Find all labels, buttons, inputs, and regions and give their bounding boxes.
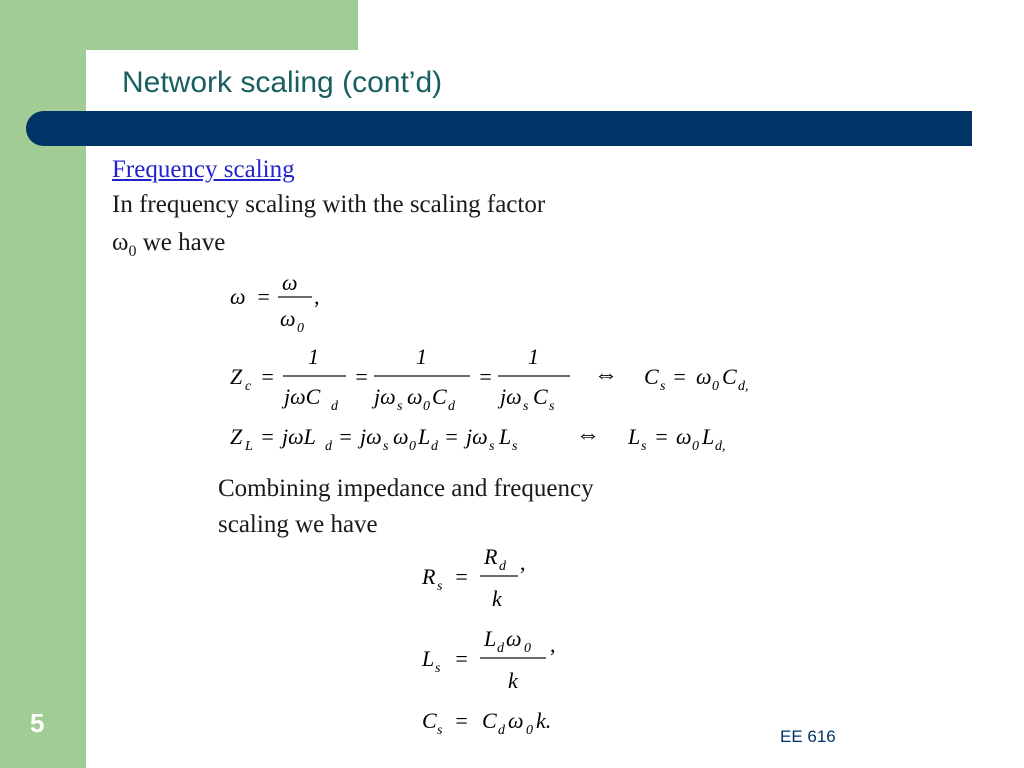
svg-text:,: , [520,550,526,575]
svg-text:d: d [499,559,506,574]
footer-course-code: EE 616 [780,727,836,746]
svg-text:d,: d, [715,439,726,454]
svg-text:C: C [432,384,447,409]
svg-text:Z: Z [230,364,243,389]
equation-capacitor-scaling [230,340,770,418]
svg-text:Z: Z [230,424,243,449]
svg-text:s: s [383,439,389,454]
slide-title: Network scaling (cont’d) [122,66,443,99]
svg-text:d: d [448,399,455,414]
svg-text:jωL: jωL [282,424,316,449]
intro-line-2 [112,228,225,267]
svg-text:jω: jω [374,384,396,409]
svg-text:=: = [454,708,469,733]
svg-text:ω: ω [407,384,423,409]
svg-text:=: = [672,364,687,389]
svg-text:ω: ω [676,424,692,449]
svg-text:d,: d, [738,379,749,394]
svg-text:,: , [314,284,320,309]
svg-text:jω: jω [360,424,382,449]
equation-inductor-scaling [230,416,750,462]
svg-text:1: 1 [308,344,319,369]
equation-resistance-combined [422,540,542,620]
svg-text:1: 1 [528,344,539,369]
svg-text:s: s [660,379,666,394]
svg-text:ω: ω [508,708,524,733]
combining-line-1: Combining impedance and frequency [218,475,594,502]
svg-text:L: L [628,424,641,449]
svg-text:k: k [508,668,518,693]
svg-text:C: C [422,708,437,733]
combining-line-2: scaling we have [218,511,378,538]
svg-text:L: L [245,439,253,454]
svg-text:0: 0 [297,321,304,336]
svg-text:L: L [418,424,431,449]
svg-text:d: d [331,399,338,414]
svg-text:s: s [523,399,529,414]
svg-text:=: = [338,424,353,449]
svg-text:0: 0 [524,641,531,656]
top-accent-block [86,0,358,50]
svg-text:s: s [397,399,403,414]
svg-text:jω: jω [500,384,522,409]
svg-text:d: d [497,641,504,656]
svg-text:s: s [512,439,518,454]
svg-text:k: k [492,586,502,611]
svg-text:0: 0 [423,399,430,414]
svg-text:c: c [245,379,252,394]
svg-text:jωC: jωC [284,384,321,409]
svg-text:ω: ω [230,284,246,309]
svg-text:s: s [489,439,495,454]
svg-text:s: s [437,579,443,594]
intro-line-1: In frequency scaling with the scaling factor [112,191,546,218]
equation-inductance-combined [422,622,572,702]
svg-text:=: = [256,284,271,309]
svg-text:s: s [549,399,555,414]
svg-text:=: = [478,364,493,389]
svg-text:ω: ω [506,626,522,651]
svg-text:0: 0 [526,723,533,738]
svg-text:jω: jω [466,424,488,449]
svg-text:C: C [533,384,548,409]
omega-symbol: ω [112,229,129,256]
svg-text:⇔: ⇔ [576,422,600,448]
svg-text:s: s [641,439,647,454]
svg-text:ω: ω [393,424,409,449]
svg-text:ω: ω [282,270,298,295]
svg-text:ω: ω [280,306,296,331]
svg-text:L: L [484,626,497,651]
svg-text:1: 1 [416,344,427,369]
svg-text:L: L [422,646,435,671]
omega-subscript: 0 [128,243,137,260]
svg-text:⇔: ⇔ [594,362,618,388]
svg-text:s: s [435,661,441,676]
equation-capacitance-combined [422,700,592,746]
svg-text:d: d [498,723,505,738]
svg-text:=: = [260,364,275,389]
svg-text:0: 0 [712,379,719,394]
slide-number: 5 [30,708,45,738]
svg-text:=: = [454,564,469,589]
title-divider-bar [26,111,972,146]
svg-text:R: R [422,564,436,589]
svg-text:s: s [437,723,443,738]
svg-text:d: d [431,439,438,454]
svg-text:R: R [484,544,498,569]
svg-text:C: C [482,708,497,733]
svg-text:=: = [454,646,469,671]
svg-text:0: 0 [409,439,416,454]
svg-text:C: C [644,364,659,389]
svg-text:d: d [325,439,332,454]
svg-text:0: 0 [692,439,699,454]
svg-text:,: , [550,632,556,657]
svg-text:k.: k. [536,708,552,733]
intro-line-2-tail: we have [136,229,226,256]
svg-text:=: = [354,364,369,389]
frequency-scaling-link[interactable]: Frequency scaling [112,156,295,183]
svg-text:=: = [260,424,275,449]
svg-text:C: C [722,364,737,389]
svg-text:=: = [444,424,459,449]
svg-text:L: L [702,424,715,449]
equation-omega-scaling [230,262,350,344]
svg-text:=: = [654,424,669,449]
svg-text:L: L [499,424,512,449]
svg-text:ω: ω [696,364,712,389]
